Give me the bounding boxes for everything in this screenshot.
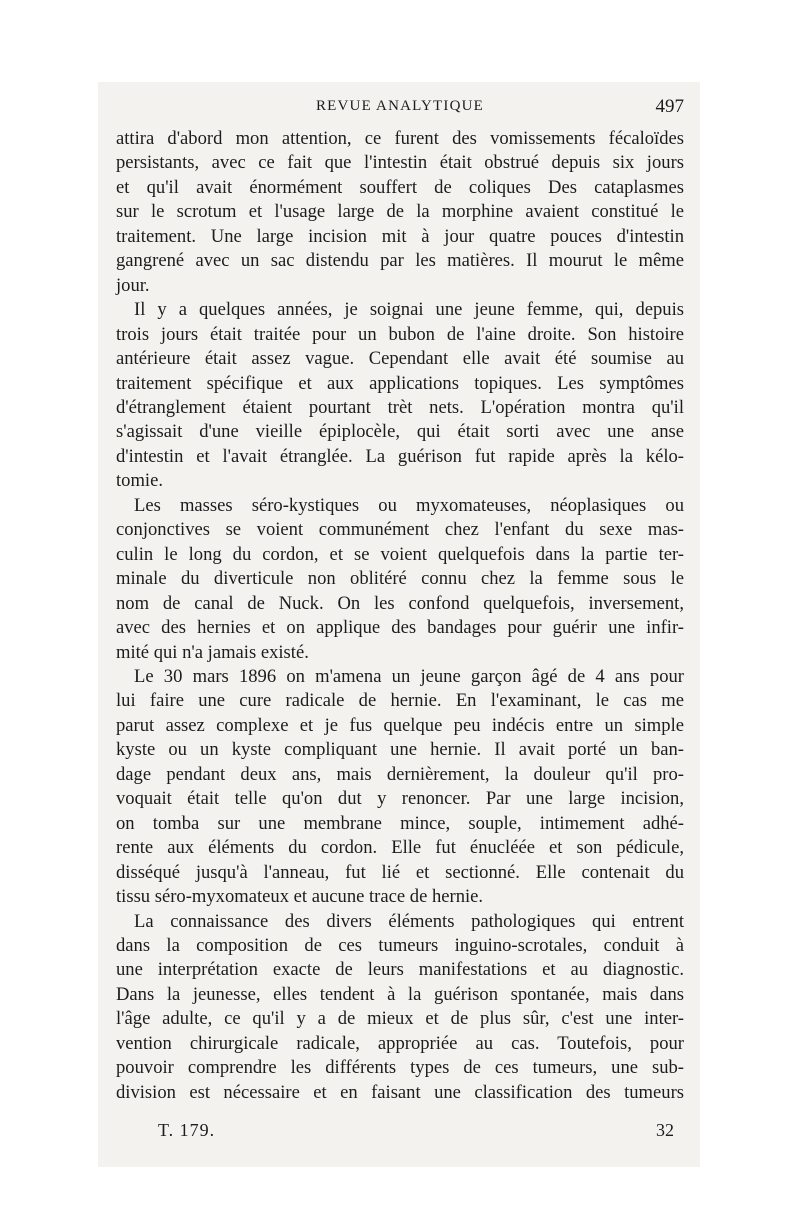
paragraph-3 bbox=[116, 494, 684, 665]
text-line: gangrené avec un sac distendu par les matières. Il mourut le même bbox=[116, 250, 684, 272]
text-line: d'intestin et l'avait étranglée. La guérison fut rapide après la kélo- bbox=[116, 445, 684, 467]
text-line: antérieure était assez vague. Cependant elle avait été soumise au bbox=[116, 348, 684, 370]
text-line: Il y a quelques années, je soignai une jeune femme, qui, depuis bbox=[134, 299, 684, 321]
text-line: s'agissait d'une vieille épiplocèle, qui était sorti avec une anse bbox=[116, 421, 684, 443]
text-line: tomie. bbox=[116, 470, 163, 492]
volume-mark: T. 179. bbox=[158, 1120, 216, 1140]
text-line: attira d'abord mon attention, ce furent des vomissements fécaloïdes bbox=[116, 128, 684, 149]
text-line: nom de canal de Nuck. On les confond quelquefois, inversement, bbox=[116, 592, 684, 614]
text-line: une interprétation exacte de leurs manifestations et au diagnostic. bbox=[116, 959, 684, 981]
paragraph-5 bbox=[116, 910, 684, 1106]
text-line: vention chirurgicale radicale, appropriée au cas. Toutefois, pour bbox=[116, 1032, 684, 1054]
text-line: pouvoir comprendre les différents types de ces tumeurs, une sub- bbox=[116, 1057, 684, 1079]
text-line: kyste ou un kyste compliquant une hernie. Il avait porté un ban- bbox=[116, 739, 684, 761]
text-line: Dans la jeunesse, elles tendent à la guérison spontanée, mais dans bbox=[116, 983, 684, 1005]
text-line: mité qui n'a jamais existé. bbox=[116, 641, 309, 663]
paragraph-2 bbox=[116, 298, 684, 494]
text-line: avec des hernies et on applique des bandages pour guérir une infir- bbox=[116, 617, 684, 639]
text-line: dage pendant deux ans, mais dernièrement, la douleur qu'il pro- bbox=[116, 763, 684, 785]
text-line: persistants, avec ce fait que l'intestin était obstrué depuis six jours bbox=[116, 152, 684, 174]
text-line: jour. bbox=[116, 274, 150, 296]
text-line: La connaissance des divers éléments pathologiques qui entrent bbox=[134, 910, 684, 932]
text-line: et qu'il avait énormément souffert de coliques Des cataplasmes bbox=[116, 176, 684, 198]
text-line: Le 30 mars 1896 on m'amena un jeune garçon âgé de 4 ans pour bbox=[134, 665, 684, 687]
signature-mark: 32 bbox=[656, 1120, 674, 1140]
page-footer bbox=[116, 1120, 684, 1144]
text-line: minale du diverticule non oblitéré connu chez la femme sous le bbox=[116, 568, 684, 590]
text-line: lui faire une cure radicale de hernie. En l'examinant, le cas me bbox=[116, 690, 684, 712]
text-line: on tomba sur une membrane mince, souple, intimement adhé- bbox=[116, 812, 684, 834]
text-line: rente aux éléments du cordon. Elle fut énucléée et son pédicule, bbox=[116, 837, 684, 859]
text-line: parut assez complexe et je fus quelque peu indécis entre un simple bbox=[116, 714, 684, 736]
running-title: REVUE ANALYTIQUE bbox=[315, 98, 485, 114]
paragraph-4 bbox=[116, 665, 684, 910]
text-line: sur le scrotum et l'usage large de la morphine avaient constitué le bbox=[116, 201, 684, 223]
body-text bbox=[116, 127, 684, 1105]
text-line: l'âge adulte, ce qu'il y a de mieux et de plus sûr, c'est une inter- bbox=[116, 1008, 684, 1030]
text-line: voquait était telle qu'on dut y renoncer. Par une large incision, bbox=[116, 788, 684, 810]
text-line: Les masses séro-kystiques ou myxomateuses, néoplasiques ou bbox=[134, 494, 684, 516]
text-line: traitement. Une large incision mit à jour quatre pouces d'intestin bbox=[116, 225, 684, 247]
text-line: traitement spécifique et aux applications topiques. Les symptômes bbox=[116, 372, 684, 394]
text-line: conjonctives se voient communément chez l'enfant du sexe mas- bbox=[116, 519, 684, 541]
text-line: division est nécessaire et en faisant une classification des tumeurs bbox=[116, 1081, 684, 1103]
text-line: d'étranglement étaient pourtant trèt nets. L'opération montra qu'il bbox=[116, 396, 684, 418]
paragraph-1 bbox=[116, 127, 684, 298]
text-line: disséqué jusqu'à l'anneau, fut lié et sectionné. Elle contenait du bbox=[116, 861, 684, 883]
running-header bbox=[116, 96, 684, 122]
page-number: 497 bbox=[655, 96, 684, 117]
text-line: trois jours était traitée pour un bubon de l'aine droite. Son histoire bbox=[116, 323, 684, 345]
text-line: dans la composition de ces tumeurs inguino-scrotales, conduit à bbox=[116, 934, 684, 956]
text-line: tissu séro-myxomateux et aucune trace de hernie. bbox=[116, 886, 484, 908]
text-line: culin le long du cordon, et se voient quelquefois dans la partie ter- bbox=[116, 543, 684, 565]
